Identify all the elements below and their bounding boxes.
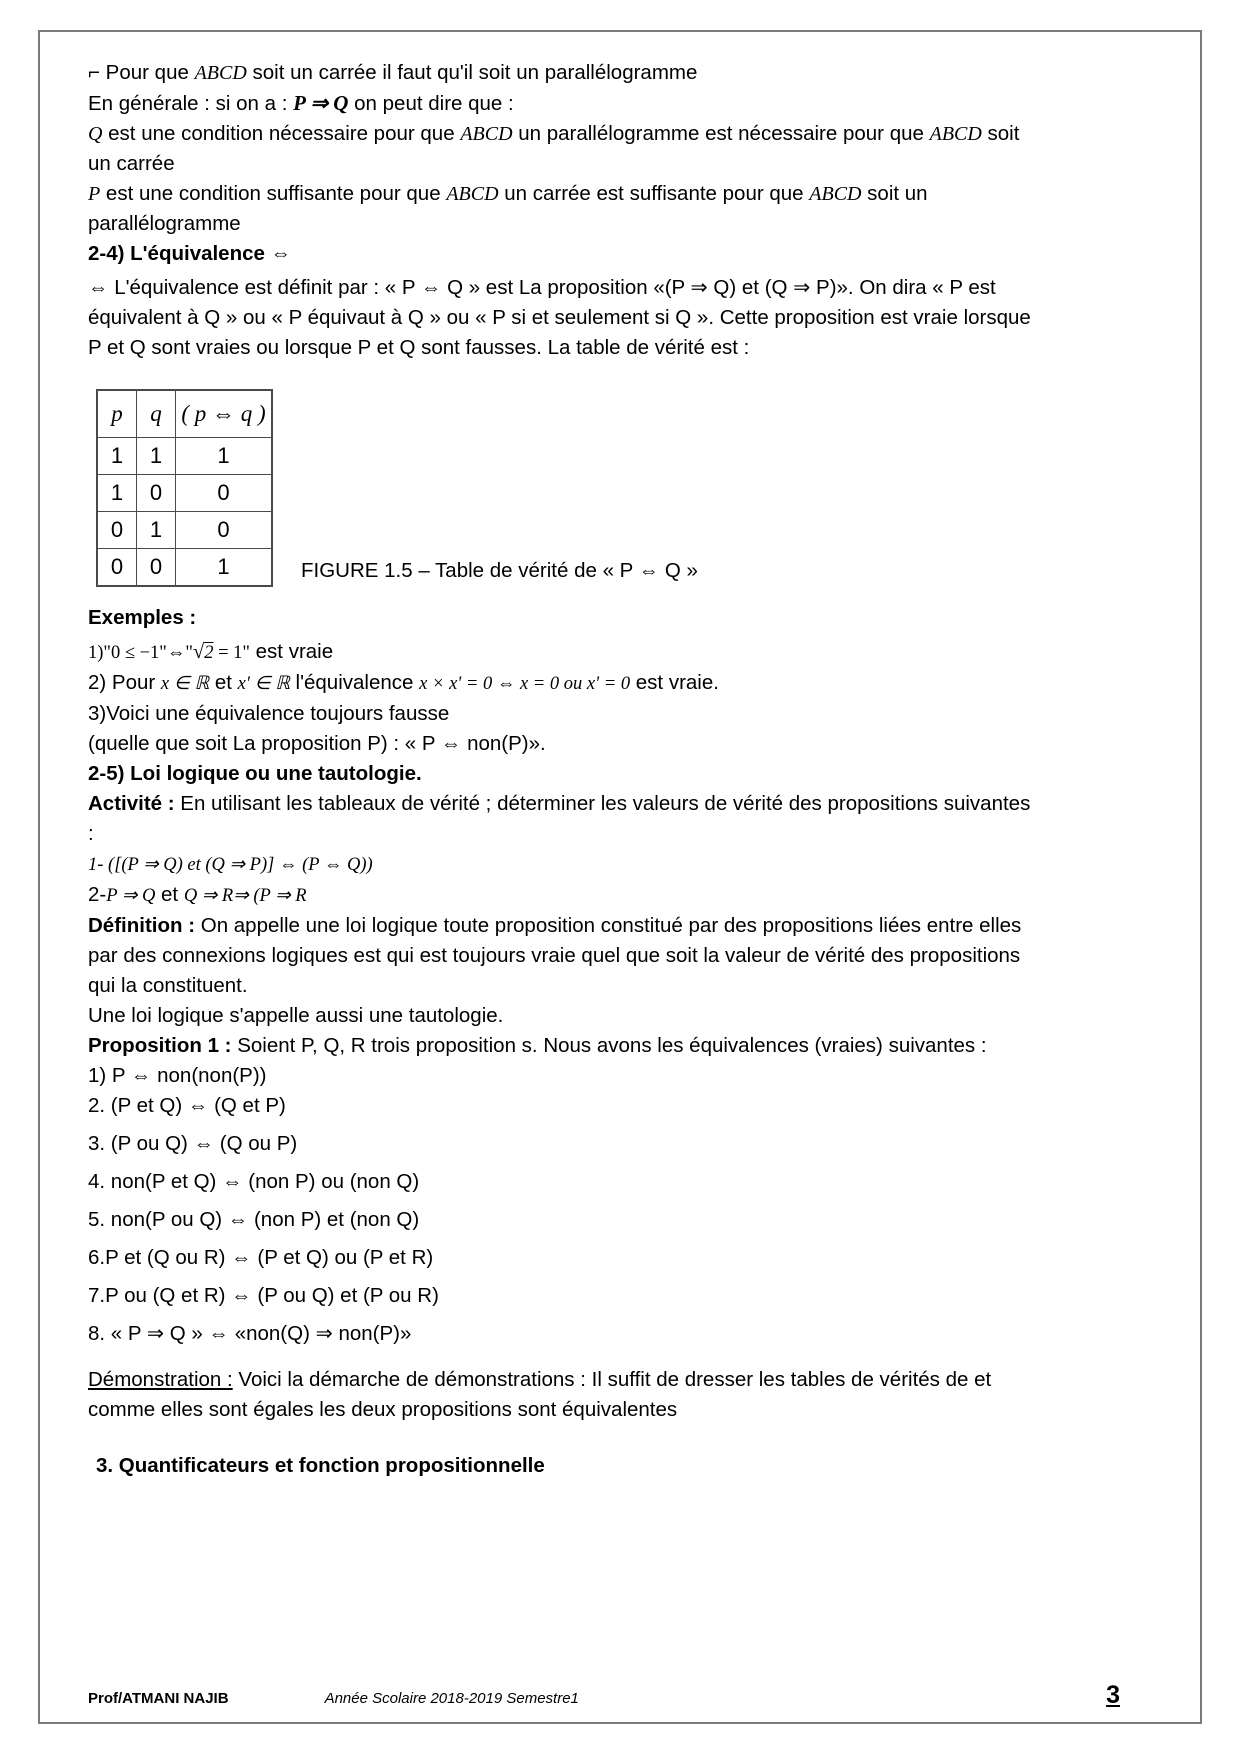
math-abcd: ABCD xyxy=(809,183,862,205)
proposition-item-1: 1) P ⇔ non(non(P)) xyxy=(88,1064,267,1087)
cell-p: 1 xyxy=(97,475,137,512)
proposition-item-7: 7.P ou (Q et R) ⇔ (P ou Q) et (P ou R) xyxy=(88,1284,439,1307)
page-footer xyxy=(88,1681,1148,1710)
example-2-m3: x × x' = 0 ⇔ x = 0 ou x' = 0 xyxy=(419,674,631,694)
intro-line-1-post: soit un carrée il faut qu'il soit un parallélogramme xyxy=(246,61,698,84)
example-1-radicand: 2 xyxy=(204,643,214,663)
math-p-implies-q: P ⇒ Q xyxy=(293,91,349,115)
table-header-p: p xyxy=(97,390,137,438)
square-root-icon: √ xyxy=(192,641,205,663)
math-abcd: ABCD xyxy=(929,123,982,145)
intro-line-4-t2: un carrée est suffisante pour que xyxy=(498,182,810,205)
heading-3-quantificateurs: 3. Quantificateurs et fonction propositionnelle xyxy=(96,1454,545,1477)
intro-line-3 xyxy=(88,119,1040,179)
cell-result: 1 xyxy=(176,549,273,587)
example-3-line-1: 3)Voici une équivalence toujours fausse xyxy=(88,702,450,725)
heading-2-4-equivalence: 2-4) L'équivalence ⇔ xyxy=(88,242,292,265)
definition-extra-line: Une loi logique s'appelle aussi une tautologie. xyxy=(88,1004,504,1027)
example-2-m1: x ∈ ℝ xyxy=(160,674,210,694)
activite-item-2 xyxy=(88,880,1040,911)
example-2-t2: l'équivalence xyxy=(289,671,420,694)
example-1-quote: " xyxy=(185,643,193,663)
proposition-item-8: 8. « P ⇒ Q » ⇔ «non(Q) ⇒ non(P)» xyxy=(88,1322,412,1345)
equivalence-paragraph: ⇔ L'équivalence est définit par : « P ⇔ Q » est La proposition «(P ⇒ Q) et (Q ⇒ P)». On dira « P est équivalent à Q » ou « P équivaut à Q » ou « P si et seulement si Q ». Cette proposition est vraie lorsque P et Q sont vraies ou lorsque P et Q sont fausses. La table de vérité est : xyxy=(88,276,1031,359)
cell-p: 0 xyxy=(97,549,137,587)
intro-line-2-pre: En générale : si on a : xyxy=(88,92,294,115)
definition-text: On appelle une loi logique toute proposition constitué par des propositions liées entre elles par des connexions logiques est qui est toujours vraie quel que soit la valeur de vérité des propositions qui la constituent. xyxy=(88,914,1022,997)
example-2-t3: est vraie. xyxy=(630,671,719,694)
table-header-q: q xyxy=(137,390,176,438)
bullet-glyph: ⌐ xyxy=(88,61,100,84)
proposition-item-5: 5. non(P ou Q) ⇔ (non P) et (non Q) xyxy=(88,1208,420,1231)
demonstration-text: Voici la démarche de démonstrations : Il suffit de dresser les tables de vérités de et comme elles sont égales les deux propositions sont équivalentes xyxy=(88,1368,992,1421)
cell-q: 0 xyxy=(137,475,176,512)
activite-item-2-math-1: P ⇒ Q xyxy=(106,886,156,906)
cell-p: 1 xyxy=(97,438,137,475)
activite-label: Activité : xyxy=(88,792,175,815)
document-content xyxy=(88,58,1040,1481)
cell-result: 1 xyxy=(176,438,273,475)
example-2-number: 2) Pour xyxy=(88,671,161,694)
intro-line-3-t3: soit un carrée xyxy=(88,122,1020,175)
footer-page-number: 3 xyxy=(1106,1681,1120,1709)
math-q: Q xyxy=(88,123,103,145)
example-2-m2: x' ∈ ℝ xyxy=(237,674,290,694)
activite-item-2-math-2: Q ⇒ R⇒ (P ⇒ R xyxy=(183,886,307,906)
table-row xyxy=(97,512,272,549)
table-row xyxy=(97,438,272,475)
math-abcd: ABCD xyxy=(460,123,513,145)
intro-line-4 xyxy=(88,179,1040,239)
definition-paragraph xyxy=(88,911,1040,1001)
intro-line-1 xyxy=(88,58,1040,88)
math-abcd: ABCD xyxy=(446,183,499,205)
footer-school-year: Année Scolaire 2018-2019 Semestre1 xyxy=(324,1690,579,1707)
activite-text: En utilisant les tableaux de vérité ; déterminer les valeurs de vérité des propositions suivantes : xyxy=(88,792,1031,845)
example-1-tail: est vraie xyxy=(249,640,334,663)
figure-caption: FIGURE 1.5 – Table de vérité de « P ⇔ Q » xyxy=(301,559,698,582)
math-p: P xyxy=(88,183,101,205)
intro-line-4-t3: soit un parallélogramme xyxy=(88,182,928,235)
proposition-item-4: 4. non(P et Q) ⇔ (non P) ou (non Q) xyxy=(88,1170,420,1193)
activite-item-1 xyxy=(88,849,1040,880)
cell-result: 0 xyxy=(176,512,273,549)
intro-line-1-pre: Pour que xyxy=(99,61,195,84)
proposition-label: Proposition 1 : xyxy=(88,1034,232,1057)
activite-item-2-mid: et xyxy=(155,883,184,906)
table-row xyxy=(97,475,272,512)
example-1-expr-b-post: = 1" xyxy=(213,643,250,663)
proposition-item-6: 6.P et (Q ou R) ⇔ (P et Q) ou (P et R) xyxy=(88,1246,434,1269)
example-2 xyxy=(88,668,1040,699)
intro-line-2-post: on peut dire que : xyxy=(348,92,514,115)
example-1 xyxy=(88,637,1040,668)
activite-item-1-math: 1- ([(P ⇒ Q) et (Q ⇒ P)] ⇔ (P ⇔ Q)) xyxy=(88,855,373,875)
cell-q: 0 xyxy=(137,549,176,587)
intro-line-2 xyxy=(88,88,1040,119)
activite-paragraph xyxy=(88,789,1040,849)
cell-result: 0 xyxy=(176,475,273,512)
intro-line-3-t2: un parallélogramme est nécessaire pour que xyxy=(512,122,930,145)
truth-table-block xyxy=(88,389,1040,587)
proposition-item-2: 2. (P et Q) ⇔ (Q et P) xyxy=(88,1094,286,1117)
table-header-row xyxy=(97,390,272,438)
proposition-item-3: 3. (P ou Q) ⇔ (Q ou P) xyxy=(88,1132,298,1155)
example-3-line-2: (quelle que soit La proposition P) : « P ⇔ non(P)». xyxy=(88,732,546,755)
table-header-p-equiv-q: ( p ⇔ q ) xyxy=(176,390,273,438)
cell-q: 1 xyxy=(137,512,176,549)
intro-line-4-t1: est une condition suffisante pour que xyxy=(100,182,447,205)
cell-q: 1 xyxy=(137,438,176,475)
table-row xyxy=(97,549,272,587)
footer-author: Prof/ATMANI NAJIB xyxy=(88,1690,229,1707)
example-1-number: 1) xyxy=(88,643,104,663)
proposition-paragraph xyxy=(88,1031,1040,1061)
examples-heading: Exemples : xyxy=(88,606,197,629)
example-1-expr-a: "0 ≤ −1" xyxy=(103,643,167,663)
cell-p: 0 xyxy=(97,512,137,549)
demonstration-paragraph xyxy=(88,1365,1040,1425)
example-1-operator: ⇔ xyxy=(166,643,186,663)
demonstration-label: Démonstration : xyxy=(88,1368,233,1391)
example-2-t1: et xyxy=(209,671,238,694)
intro-line-3-t1: est une condition nécessaire pour que xyxy=(102,122,461,145)
activite-item-2-prefix: 2- xyxy=(88,883,107,906)
proposition-text: Soient P, Q, R trois proposition s. Nous avons les équivalences (vraies) suivantes : xyxy=(231,1034,987,1057)
math-abcd: ABCD xyxy=(194,62,247,84)
truth-table-equivalence xyxy=(96,389,273,587)
heading-2-5-loi-logique: 2-5) Loi logique ou une tautologie. xyxy=(88,762,422,785)
definition-label: Définition : xyxy=(88,914,196,937)
